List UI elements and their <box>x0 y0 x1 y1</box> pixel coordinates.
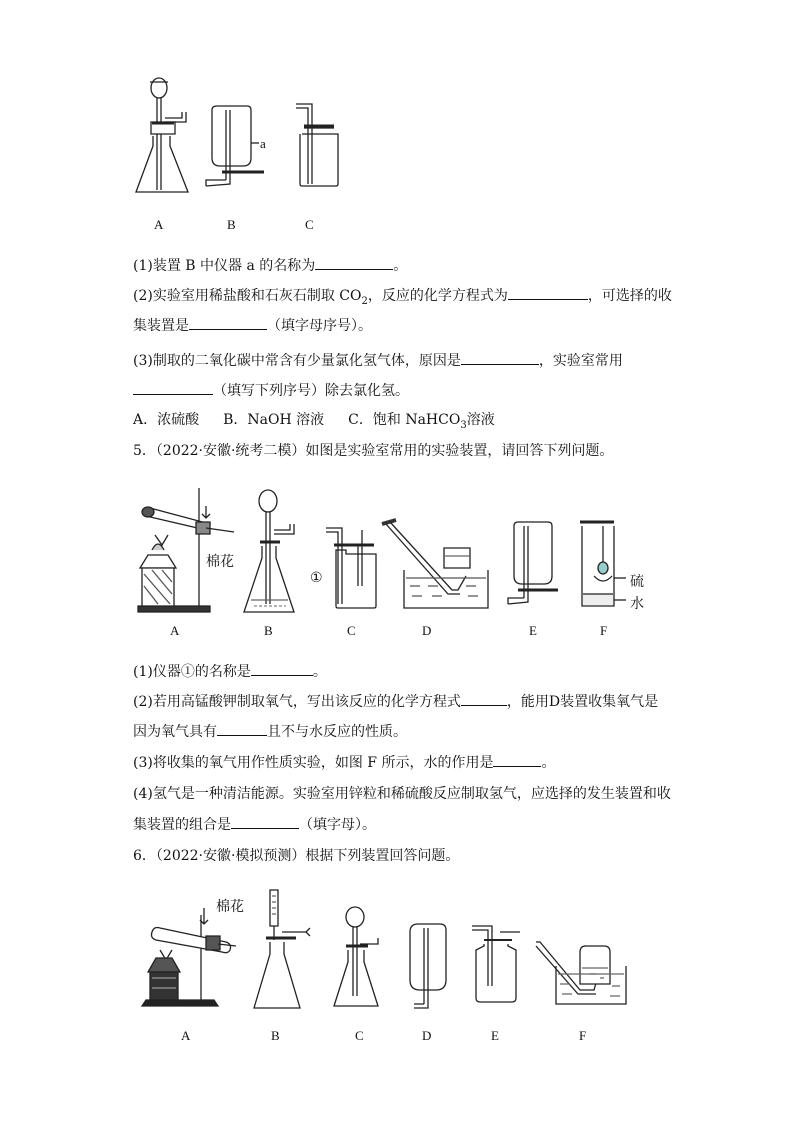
fig2-sulfur-label: 硫 <box>630 575 644 590</box>
answer-blank[interactable] <box>133 380 213 395</box>
answer-blank[interactable] <box>231 814 299 829</box>
option-a: A．浓硫酸 <box>133 412 200 428</box>
question3-line2 <box>133 380 409 401</box>
fig2-cotton-label: 棉花 <box>206 555 234 570</box>
fig2-circle1-label: ① <box>310 571 323 586</box>
question3-text-c: （填写下列序号）除去氯化氢。 <box>213 383 409 399</box>
p5-question2-text-c: 因为氧气具有 <box>133 724 217 740</box>
question3-text-b: ，实验室常用 <box>538 353 623 369</box>
question2-line1 <box>133 285 672 312</box>
fig3-cotton-label: 棉花 <box>216 900 244 915</box>
problem5-title: 5．（2022·安徽·统考二模）如图是实验室常用的实验装置，请回答下列问题。 <box>133 443 614 459</box>
fig3-label-e: E <box>491 1028 499 1043</box>
p5-question4-line1 <box>133 784 671 804</box>
p5-question1-line <box>133 661 327 682</box>
option-c: C．饱和 NaHCO <box>348 412 461 428</box>
p5-question3-text: (3)将收集的氧气用作性质实验，如图 F 所示，水的作用是 <box>133 755 494 771</box>
question1-text: (1)装置 B 中仪器 a 的名称为 <box>133 258 316 274</box>
fig3-label-a: A <box>181 1028 191 1043</box>
question2-text-e: （填字母序号）。 <box>267 318 372 334</box>
fig3-label-d: D <box>422 1028 432 1043</box>
apparatus-f-figure-3 <box>0 0 1 1</box>
fig2-label-c: C <box>347 623 356 638</box>
question3-text-a: (3)制取的二氧化碳中常含有少量氯化氢气体，原因是 <box>133 353 461 369</box>
answer-blank[interactable] <box>508 285 588 300</box>
question2-text-a: (2)实验室用稀盐酸和石灰石制取 CO <box>133 288 362 304</box>
answer-blank[interactable] <box>461 350 539 365</box>
answer-blank[interactable] <box>315 255 393 270</box>
question1-line <box>133 255 407 276</box>
fig2-water-label: 水 <box>630 597 644 612</box>
fig3-label-f: F <box>579 1028 587 1043</box>
fig2-label-d: D <box>422 623 432 638</box>
fig3-label-b: B <box>271 1028 280 1043</box>
question3-line1 <box>133 350 623 371</box>
p5-question2-text-d: 且不与水反应的性质。 <box>267 724 407 740</box>
fig2-label-a: A <box>170 623 180 638</box>
options-line <box>133 410 495 436</box>
answer-blank[interactable] <box>217 721 267 736</box>
p5-question4-text-a: (4)氢气是一种清洁能源。实验室用锌粒和稀硫酸反应制取氢气，应选择的发生装置和收 <box>133 786 671 802</box>
answer-blank[interactable] <box>493 752 541 767</box>
question2-text-c: ，可选择的收 <box>587 288 672 304</box>
question2-text-b: ，反应的化学方程式为 <box>367 288 508 304</box>
p5-question2-text-b: ，能用D装置收集氧气是 <box>506 694 659 710</box>
p5-question3-end: 。 <box>541 755 556 771</box>
p5-question1-text: (1)仪器①的名称是 <box>133 664 251 680</box>
p5-question1-end: 。 <box>312 664 327 680</box>
answer-blank[interactable] <box>251 661 313 676</box>
question1-end: 。 <box>393 258 408 274</box>
option-b: B．NaOH 溶液 <box>223 412 325 428</box>
p5-question2-text-a: (2)若用高锰酸钾制取氧气，写出该反应的化学方程式 <box>133 694 461 710</box>
p5-question4-text-c: （填字母）。 <box>299 817 376 833</box>
fig3-label-c: C <box>355 1028 364 1043</box>
p5-question3-line <box>133 752 555 773</box>
fig2-label-b: B <box>264 623 273 638</box>
p5-question2-line1 <box>133 691 658 712</box>
subscript-3: 3 <box>460 419 467 431</box>
fig2-label-e: E <box>529 623 537 638</box>
option-c-suffix: 溶液 <box>466 412 495 428</box>
p5-question4-text-b: 集装置的组合是 <box>133 817 231 833</box>
fig1-label-a: A <box>154 217 164 232</box>
fig1-label-c: C <box>305 217 314 232</box>
answer-blank[interactable] <box>461 691 507 706</box>
fig2-label-f: F <box>600 623 608 638</box>
fig1-label-b: B <box>227 217 236 232</box>
problem6-title: 6．（2022·安徽·模拟预测）根据下列装置回答问题。 <box>133 848 460 864</box>
p5-question2-line2 <box>133 721 407 742</box>
subscript-2: 2 <box>361 295 368 307</box>
p5-question4-line2 <box>133 814 376 835</box>
question2-text-d: 集装置是 <box>133 318 189 334</box>
answer-blank[interactable] <box>189 315 267 330</box>
fig1-label-small-a: a <box>260 136 266 151</box>
question2-line2 <box>133 315 372 336</box>
